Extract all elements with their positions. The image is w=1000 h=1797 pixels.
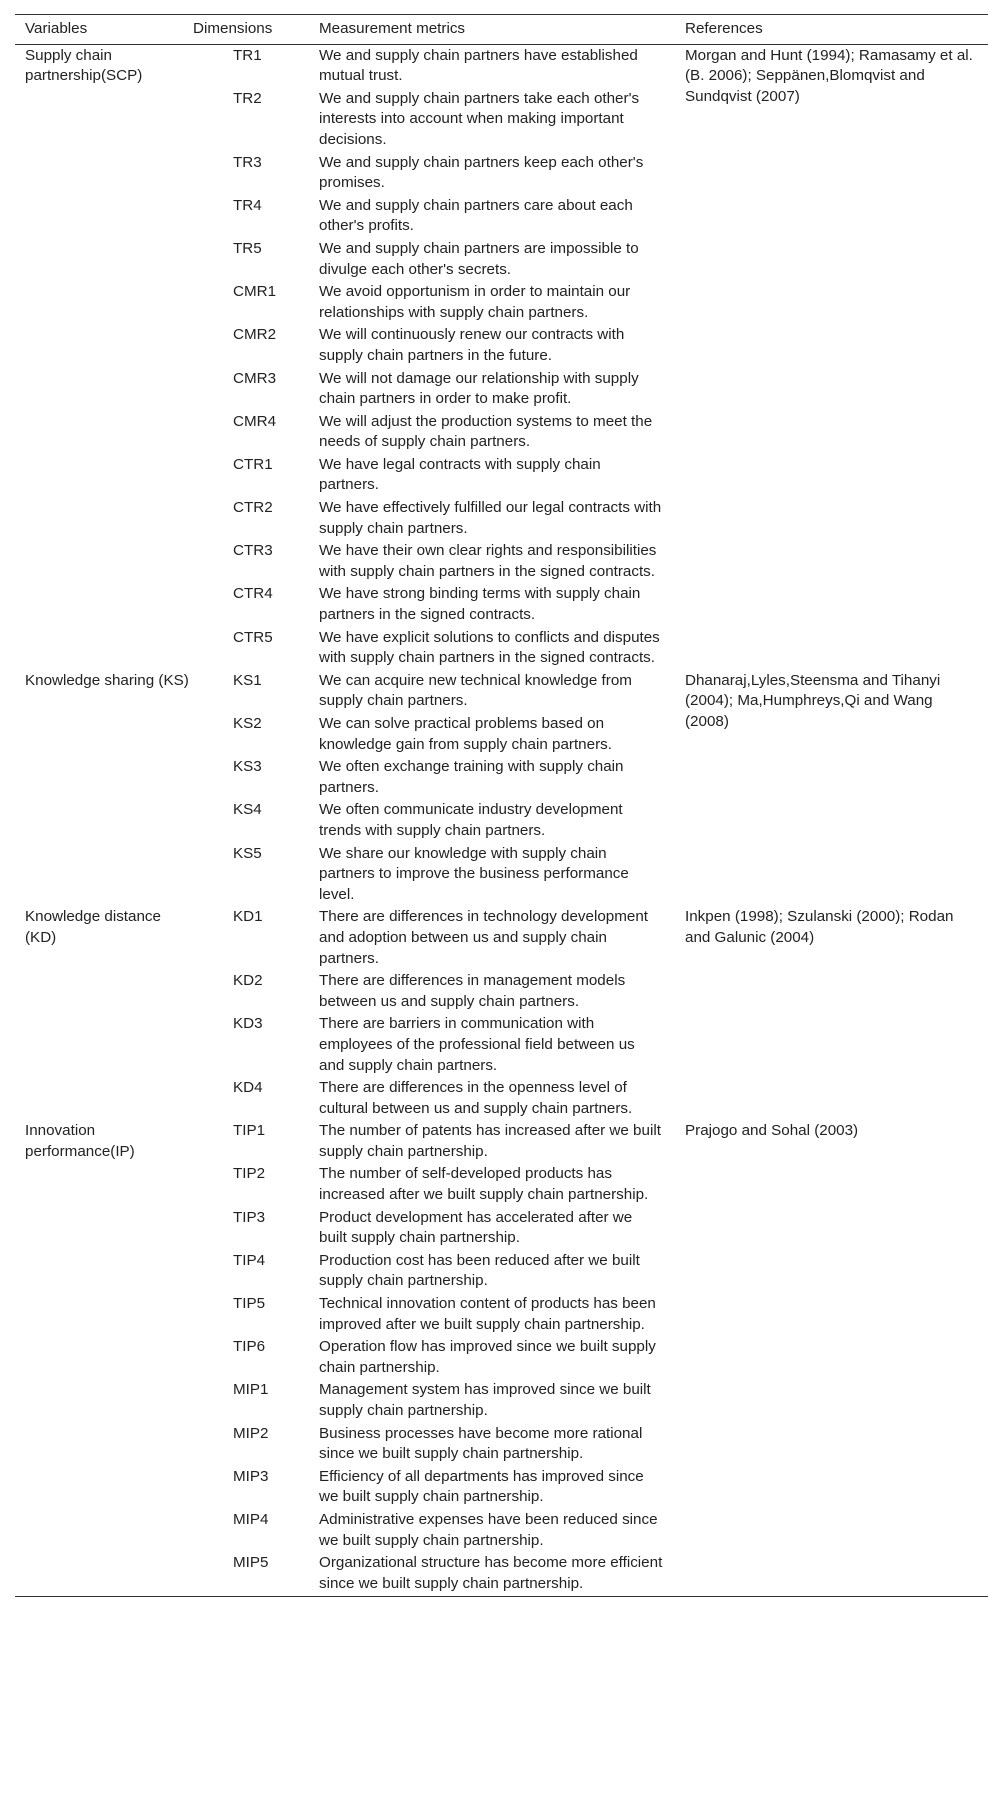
table-row xyxy=(15,1120,988,1163)
dimension-cell: TR2 xyxy=(233,89,262,107)
metric-cell: The number of self-developed products has increased after we built supply chain partnership. xyxy=(319,1165,649,1204)
dimension-cell: KD2 xyxy=(233,972,263,990)
dimension-cell: KS1 xyxy=(233,671,262,689)
metric-cell: Operation flow has improved since we built supply chain partnership. xyxy=(319,1338,656,1376)
metric-cell: We can acquire new technical knowledge from supply chain partners. xyxy=(319,671,632,710)
dimension-cell: KS5 xyxy=(233,844,262,862)
metric-cell: Product development has accelerated after we built supply chain partnership. xyxy=(319,1208,633,1247)
metric-cell: The number of patents has increased after we built supply chain partnership. xyxy=(319,1122,661,1160)
metric-cell: We share our knowledge with supply chain partners to improve the business performance level. xyxy=(319,844,629,903)
metric-cell: There are differences in the openness level of cultural between us and supply chain partners. xyxy=(319,1079,633,1117)
table-header xyxy=(15,15,988,45)
dimension-cell: KD1 xyxy=(233,908,263,926)
dimension-cell: MIP5 xyxy=(233,1554,269,1572)
metric-cell: Efficiency of all departments has improved since we built supply chain partnership. xyxy=(319,1467,644,1506)
dimension-cell: TR1 xyxy=(233,46,262,64)
table-row xyxy=(15,906,988,970)
table-row xyxy=(15,670,988,713)
header-measurement-metrics: Measurement metrics xyxy=(319,15,685,45)
metric-cell: We have strong binding terms with supply chain partners in the signed contracts. xyxy=(319,585,641,624)
references-cell: Prajogo and Sohal (2003) xyxy=(685,1122,859,1140)
dimension-cell: MIP1 xyxy=(233,1381,269,1399)
dimension-cell: TR5 xyxy=(233,239,262,257)
dimension-cell: CMR4 xyxy=(233,412,277,430)
dimension-cell: MIP3 xyxy=(233,1467,269,1485)
references-cell: Morgan and Hunt (1994); Ramasamy et al. (B. 2006); Seppänen,Blomqvist and Sundqvist (2007) xyxy=(685,46,973,105)
header-row xyxy=(15,15,988,45)
metric-cell: There are differences in technology development and adoption between us and supply chain partners. xyxy=(319,908,648,967)
dimension-cell: CTR2 xyxy=(233,499,273,517)
dimension-cell: KS2 xyxy=(233,715,262,732)
metric-cell: We have effectively fulfilled our legal contracts with supply chain partners. xyxy=(319,499,662,537)
table-body xyxy=(15,44,988,1596)
table-row xyxy=(15,44,988,88)
references-cell: Inkpen (1998); Szulanski (2000); Rodan and Galunic (2004) xyxy=(685,908,954,946)
dimension-cell: KD3 xyxy=(233,1015,263,1033)
header-variables: Variables xyxy=(15,15,189,45)
dimension-cell: CTR1 xyxy=(233,455,273,473)
dimension-cell: TR4 xyxy=(233,196,262,214)
dimension-cell: TIP2 xyxy=(233,1165,266,1183)
dimension-cell: TR3 xyxy=(233,153,262,171)
metric-cell: There are barriers in communication with employees of the professional field between us and supply chain partners. xyxy=(319,1015,635,1074)
dimension-cell: CTR3 xyxy=(233,542,273,560)
metric-cell: We will continuously renew our contracts with supply chain partners in the future. xyxy=(319,326,625,364)
dimension-cell: CTR4 xyxy=(233,585,273,603)
dimension-cell: TIP3 xyxy=(233,1208,266,1226)
variable-cell: Supply chain partnership(SCP) xyxy=(25,46,143,85)
metric-cell: We often exchange training with supply chain partners. xyxy=(319,758,624,796)
metric-cell: Management system has improved since we built supply chain partnership. xyxy=(319,1381,651,1419)
measurement-table xyxy=(15,14,988,1596)
dimension-cell: KS4 xyxy=(233,801,262,819)
references-cell: Dhanaraj,Lyles,Steensma and Tihanyi (2004); Ma,Humphreys,Qi and Wang (2008) xyxy=(685,671,941,730)
measurement-table-container xyxy=(15,14,988,1597)
metric-cell: We and supply chain partners keep each other's promises. xyxy=(319,153,644,192)
dimension-cell: CMR3 xyxy=(233,369,277,387)
metric-cell: We will adjust the production systems to meet the needs of supply chain partners. xyxy=(319,412,653,451)
variable-cell: Knowledge distance (KD) xyxy=(25,908,161,946)
metric-cell: We and supply chain partners take each other's interests into account when making important decisions. xyxy=(319,89,640,148)
table-bottom-rule xyxy=(15,1596,988,1597)
metric-cell: We and supply chain partners are impossible to divulge each other's secrets. xyxy=(319,239,639,278)
metric-cell: Organizational structure has become more efficient since we built supply chain partnership. xyxy=(319,1554,663,1592)
dimension-cell: KD4 xyxy=(233,1079,263,1097)
dimension-cell: TIP5 xyxy=(233,1295,266,1313)
dimension-cell: CTR5 xyxy=(233,628,273,646)
dimension-cell: KS3 xyxy=(233,758,262,776)
metric-cell: We often communicate industry development trends with supply chain partners. xyxy=(319,801,623,839)
dimension-cell: MIP2 xyxy=(233,1424,269,1442)
metric-cell: We have their own clear rights and responsibilities with supply chain partners in the signed contracts. xyxy=(319,542,657,580)
metric-cell: Business processes have become more rational since we built supply chain partnership. xyxy=(319,1424,643,1463)
variable-cell: Knowledge sharing (KS) xyxy=(25,671,189,689)
metric-cell: We will not damage our relationship with supply chain partners in order to make profit. xyxy=(319,369,639,408)
variable-cell: Innovation performance(IP) xyxy=(25,1122,135,1160)
metric-cell: We avoid opportunism in order to maintain our relationships with supply chain partners. xyxy=(319,283,631,321)
header-dimensions: Dimensions xyxy=(189,15,319,45)
metric-cell: We and supply chain partners care about each other's profits. xyxy=(319,196,633,235)
metric-cell: We have explicit solutions to conflicts and disputes with supply chain partners in the signed contracts. xyxy=(319,628,660,667)
metric-cell: Production cost has been reduced after we built supply chain partnership. xyxy=(319,1251,640,1290)
dimension-cell: MIP4 xyxy=(233,1510,269,1528)
metric-cell: There are differences in management models between us and supply chain partners. xyxy=(319,972,626,1010)
metric-cell: Administrative expenses have been reduced since we built supply chain partnership. xyxy=(319,1510,658,1549)
header-references: References xyxy=(685,15,988,45)
dimension-cell: CMR2 xyxy=(233,326,277,344)
dimension-cell: CMR1 xyxy=(233,283,277,301)
metric-cell: We and supply chain partners have established mutual trust. xyxy=(319,46,638,85)
metric-cell: We can solve practical problems based on knowledge gain from supply chain partners. xyxy=(319,715,612,753)
dimension-cell: TIP4 xyxy=(233,1251,266,1269)
dimension-cell: TIP1 xyxy=(233,1122,266,1140)
metric-cell: We have legal contracts with supply chain partners. xyxy=(319,455,601,494)
dimension-cell: TIP6 xyxy=(233,1338,266,1356)
metric-cell: Technical innovation content of products has been improved after we built supply chain partnership. xyxy=(319,1295,656,1333)
